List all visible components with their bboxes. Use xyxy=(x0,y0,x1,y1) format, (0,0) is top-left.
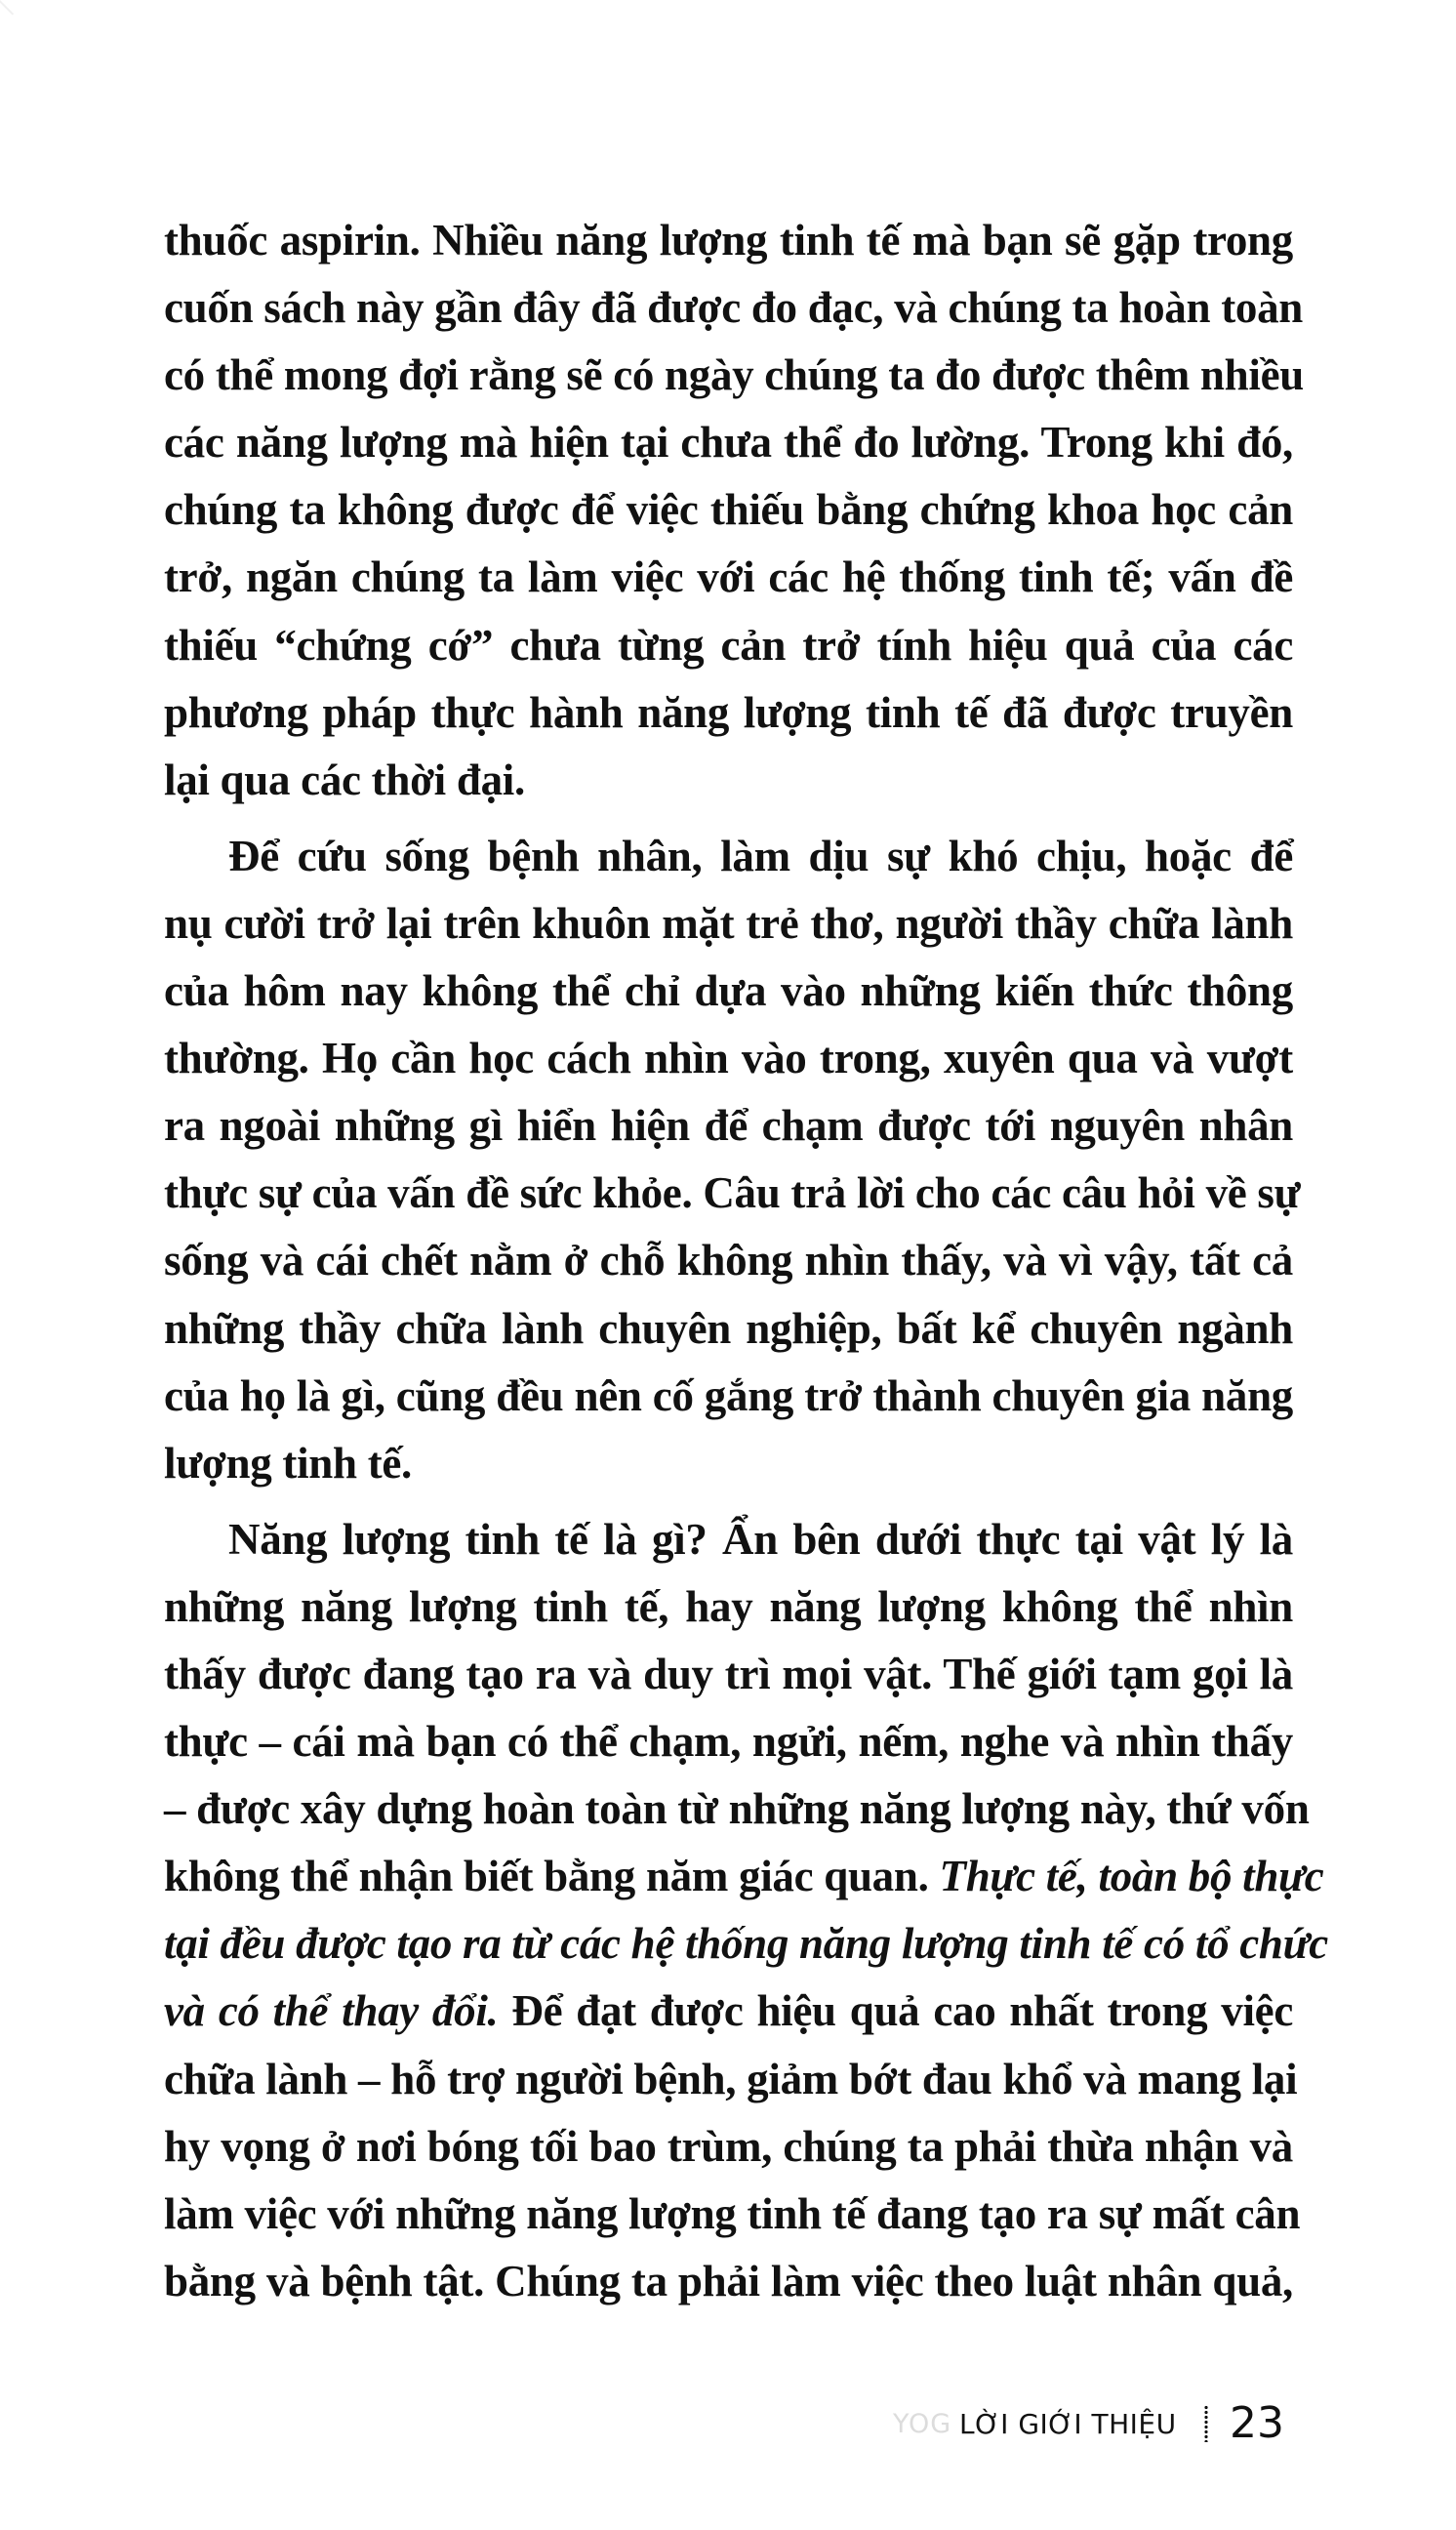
text-line xyxy=(164,1641,1293,1708)
text-line xyxy=(164,1910,1328,1978)
text-line xyxy=(164,1295,1293,1363)
text-run: những năng lượng tinh tế, hay năng lượng không thể nhìn xyxy=(164,1581,1293,1631)
text-line xyxy=(164,1227,1293,1294)
bleed-through-text: YOG xyxy=(893,2409,952,2439)
running-footer-title: LỜI GIỚI THIỆU xyxy=(959,2408,1177,2440)
text-run: thực – cái mà bạn có thể chạm, ngửi, nếm, nghe và nhìn thấy xyxy=(164,1717,1293,1767)
text-run: làm việc với những năng lượng tinh tế đang tạo ra sự mất cân xyxy=(164,2188,1301,2238)
text-run: hy vọng ở nơi bóng tối bao trùm, chúng ta phải thừa nhận và xyxy=(164,2121,1293,2171)
text-run: thấy được đang tạo ra và duy trì mọi vật. Thế giới tạm gọi là xyxy=(164,1649,1293,1698)
text-line xyxy=(164,544,1293,611)
dotted-divider xyxy=(1204,2405,1208,2442)
text-run: những thầy chữa lành chuyên nghiệp, bất kể chuyên ngành xyxy=(164,1303,1293,1353)
text-line xyxy=(164,890,1293,958)
text-line xyxy=(164,1978,1293,2045)
text-run: chúng ta không được để việc thiếu bằng chứng khoa học cản xyxy=(164,485,1293,535)
page-number: 23 xyxy=(1230,2398,1284,2448)
text-run: của hôm nay không thể chỉ dựa vào những kiến thức thông xyxy=(164,966,1293,1016)
text-run: lượng tinh tế. xyxy=(164,1438,413,1488)
text-run: lại qua các thời đại. xyxy=(164,755,525,804)
text-run: thiếu “chứng cớ” chưa từng cản trở tính hiệu quả của các xyxy=(164,620,1293,670)
page-footer xyxy=(878,2399,1298,2448)
text-run: – được xây dựng hoàn toàn từ những năng lượng này, thứ vốn xyxy=(164,1784,1310,1834)
text-line xyxy=(164,2046,1298,2113)
text-run: thuốc aspirin. Nhiều năng lượng tinh tế mà bạn sẽ gặp trong xyxy=(164,216,1293,265)
text-line xyxy=(164,679,1293,747)
text-line xyxy=(164,2248,1293,2315)
body-text xyxy=(164,207,1328,2315)
text-line xyxy=(164,342,1304,409)
text-line xyxy=(164,274,1304,342)
text-line xyxy=(164,1160,1301,1227)
italic-text: Thực tế, toàn bộ thực xyxy=(939,1852,1324,1901)
text-run: bằng và bệnh tật. Chúng ta phải làm việc theo luật nhân quả, xyxy=(164,2256,1293,2306)
text-run: trở, ngăn chúng ta làm việc với các hệ thống tinh tế; vấn đề xyxy=(164,552,1293,602)
text-line xyxy=(164,1708,1293,1775)
text-line xyxy=(164,958,1293,1025)
text-line xyxy=(164,1775,1310,1843)
text-line xyxy=(164,1573,1293,1641)
text-run: cuốn sách này gần đây đã được đo đạc, và chúng ta hoàn toàn xyxy=(164,283,1304,333)
text-run: phương pháp thực hành năng lượng tinh tế đã được truyền xyxy=(164,687,1293,737)
text-line xyxy=(164,823,1293,890)
text-run: Để cứu sống bệnh nhân, làm dịu sự khó chịu, hoặc để xyxy=(228,831,1293,880)
text-run: của họ là gì, cũng đều nên cố gắng trở thành chuyên gia năng xyxy=(164,1370,1293,1420)
text-line xyxy=(164,1506,1293,1573)
text-line xyxy=(164,1092,1293,1160)
text-run: thường. Họ cần học cách nhìn vào trong, xuyên qua và vượt xyxy=(164,1034,1293,1083)
text-run: có thể mong đợi rằng sẽ có ngày chúng ta đo được thêm nhiều xyxy=(164,350,1304,400)
text-run: Năng lượng tinh tế là gì? Ẩn bên dưới thực tại vật lý là xyxy=(228,1514,1293,1564)
text-run: sống và cái chết nằm ở chỗ không nhìn thấy, và vì vậy, tất cả xyxy=(164,1236,1293,1285)
text-line xyxy=(164,409,1293,476)
text-line xyxy=(164,207,1293,274)
text-line xyxy=(164,2113,1293,2181)
text-line xyxy=(164,1363,1293,1430)
text-line xyxy=(164,747,1293,814)
text-run: thực sự của vấn đề sức khỏe. Câu trả lời cho các câu hỏi về sự xyxy=(164,1168,1301,1218)
text-run: nụ cười trở lại trên khuôn mặt trẻ thơ, người thầy chữa lành xyxy=(164,898,1293,948)
text-run: các năng lượng mà hiện tại chưa thể đo lường. Trong khi đó, xyxy=(164,418,1293,468)
page-corner-mark xyxy=(0,0,14,27)
text-run: ra ngoài những gì hiển hiện để chạm được tới nguyên nhân xyxy=(164,1101,1293,1151)
text-run: Để đạt được hiệu quả cao nhất trong việc xyxy=(498,1986,1293,2036)
text-line xyxy=(164,612,1293,679)
text-line xyxy=(164,1025,1293,1092)
paragraph xyxy=(164,823,1301,1497)
italic-text: và có thể thay đổi. xyxy=(164,1986,499,2036)
text-line xyxy=(164,2181,1301,2248)
text-run: chữa lành – hỗ trợ người bệnh, giảm bớt đau khổ và mang lại xyxy=(164,2054,1298,2103)
paragraph xyxy=(164,207,1304,814)
paragraph xyxy=(164,1506,1328,2315)
text-run: không thể nhận biết bằng năm giác quan. xyxy=(164,1852,940,1901)
italic-text: tại đều được tạo ra từ các hệ thống năng lượng tinh tế có tổ chức xyxy=(164,1919,1328,1969)
text-line xyxy=(164,1430,1293,1497)
text-line xyxy=(164,476,1293,544)
text-line xyxy=(164,1843,1324,1910)
